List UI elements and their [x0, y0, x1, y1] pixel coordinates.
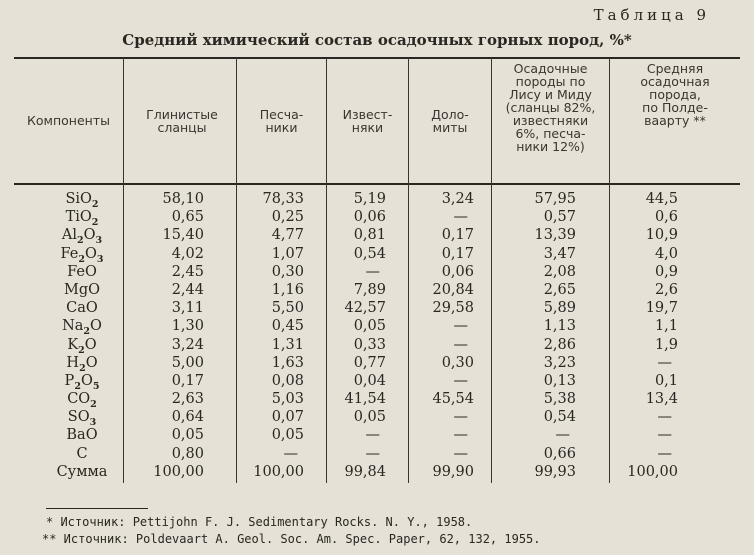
value-cell: 5,03	[271, 391, 304, 408]
value-cell: 100,00	[627, 463, 678, 480]
value-cell: 3,11	[171, 300, 204, 317]
value-cell: 99,93	[534, 463, 576, 480]
value-cell: 100,00	[153, 463, 204, 480]
value-cell: —	[365, 427, 380, 444]
value-cell: 78,33	[262, 191, 304, 207]
formula-part: K	[67, 336, 79, 353]
header-limestone: Извест- няки	[342, 106, 393, 135]
formula-part: Al	[61, 227, 77, 244]
value-cell: —	[453, 336, 468, 353]
header-shale: Глинистые сланцы	[146, 106, 218, 135]
formula-subscript: 2	[78, 253, 85, 265]
value-cell: 5,38	[543, 391, 576, 408]
table-number-label: Таблица 9	[593, 6, 710, 24]
value-cell: 0,05	[353, 318, 386, 335]
value-cell: 0,54	[543, 409, 576, 426]
value-cell: 0,05	[171, 427, 204, 444]
column-dolomite	[412, 190, 474, 481]
formula-subscript: 2	[91, 217, 99, 229]
value-cell: —	[453, 318, 468, 335]
formula-subscript: 3	[95, 235, 103, 247]
value-cell: 41,54	[344, 391, 386, 408]
formula-part: O	[84, 336, 97, 353]
formula-part: Fe	[60, 245, 79, 262]
formula-subscript: 2	[79, 362, 86, 374]
value-cell: 0,9	[654, 263, 678, 280]
footnote-1: * Источник: Pettijohn F. J. Sedimentary Rocks. N. Y., 1958.	[46, 515, 473, 529]
value-cell: 0,81	[353, 227, 386, 244]
value-cell: 2,6	[654, 281, 678, 298]
formula-part: O	[80, 372, 93, 389]
component-name	[52, 372, 112, 390]
column-poldervaart	[612, 190, 678, 481]
value-cell: —	[555, 427, 570, 444]
value-cell: 4,0	[654, 245, 678, 262]
value-cell: 57,95	[534, 191, 576, 207]
formula-part: Сумма	[56, 463, 108, 480]
footnote-rule	[46, 508, 148, 509]
value-cell: 45,54	[432, 391, 474, 408]
value-cell: 1,16	[271, 281, 304, 298]
value-cell: 0,13	[543, 372, 576, 389]
formula-part: O	[90, 318, 102, 335]
value-cell: 2,63	[171, 391, 204, 408]
component-name	[52, 336, 112, 354]
formula-subscript: 2	[83, 326, 91, 338]
component-name	[52, 317, 112, 338]
value-cell: 42,57	[344, 300, 386, 317]
value-cell: 4,02	[171, 245, 204, 262]
value-cell: 0,07	[271, 409, 304, 426]
value-cell: 19,7	[645, 300, 678, 317]
value-cell: 0,17	[171, 372, 204, 389]
formula-part: Si	[65, 191, 81, 207]
formula-subscript: 2	[74, 380, 81, 392]
component-name	[52, 226, 112, 247]
value-cell: 0,54	[353, 245, 386, 262]
value-cell: —	[453, 409, 468, 426]
value-cell: 5,50	[271, 300, 304, 317]
formula-part: SO	[67, 409, 90, 426]
formula-subscript: 2	[76, 235, 84, 247]
formula-part: FeO	[67, 263, 97, 280]
value-cell: 0,1	[654, 372, 678, 389]
value-cell: 1,13	[543, 318, 576, 335]
formula-part: H	[66, 354, 80, 371]
component-name	[52, 281, 112, 299]
value-cell: —	[657, 409, 672, 426]
value-cell: 100,00	[253, 463, 304, 480]
formula-subscript: 2	[91, 198, 99, 210]
value-cell: 13,4	[645, 391, 678, 408]
value-cell: 0,05	[353, 409, 386, 426]
component-name	[52, 390, 112, 408]
formula-part: CaO	[66, 300, 98, 317]
formula-part: O	[85, 354, 98, 371]
value-cell: —	[283, 445, 298, 462]
header-sandstone: Песча- ники	[259, 106, 304, 135]
column-shale	[140, 190, 204, 481]
value-cell: 10,9	[645, 227, 678, 244]
value-cell: —	[365, 445, 380, 462]
value-cell: 0,30	[441, 354, 474, 371]
value-cell: 0,17	[441, 227, 474, 244]
component-name	[52, 445, 112, 463]
formula-part: MgO	[63, 281, 101, 298]
component-name	[52, 463, 112, 481]
value-cell: 0,77	[353, 354, 386, 371]
component-name	[52, 299, 112, 317]
value-cell: 0,06	[441, 263, 474, 280]
column-sandstone	[240, 190, 304, 481]
value-cell: 3,23	[543, 354, 576, 371]
value-cell: 1,30	[171, 318, 204, 335]
column-limestone	[330, 190, 386, 481]
component-name	[52, 408, 112, 429]
formula-part: O	[80, 191, 92, 207]
formula-part: O	[83, 227, 96, 244]
value-cell: —	[365, 263, 380, 280]
value-cell: 99,90	[432, 463, 474, 480]
value-cell: 5,19	[353, 191, 386, 207]
value-cell: 0,33	[353, 336, 386, 353]
value-cell: 2,65	[543, 281, 576, 298]
value-cell: 0,30	[271, 263, 304, 280]
value-cell: 13,39	[534, 227, 576, 244]
header-dolomite: Доло- миты	[431, 106, 469, 135]
value-cell: 0,66	[543, 445, 576, 462]
component-name	[52, 208, 112, 229]
value-cell: 1,63	[271, 354, 304, 371]
formula-subscript: 5	[92, 380, 100, 392]
formula-subscript: 2	[78, 344, 85, 356]
formula-part: O	[84, 245, 97, 262]
formula-part: Ti	[65, 209, 80, 226]
value-cell: 3,47	[543, 245, 576, 262]
component-name	[52, 354, 112, 372]
value-cell: 3,24	[171, 336, 204, 353]
value-cell: —	[453, 209, 468, 226]
header-poldervaart: Средняя осадочная порода, по Полде- ваарту **	[640, 61, 710, 128]
value-cell: —	[657, 354, 672, 371]
components-column	[52, 190, 112, 481]
value-cell: —	[453, 372, 468, 389]
value-cell: 7,89	[353, 281, 386, 298]
value-cell: 5,00	[171, 354, 204, 371]
header-leith-mead: Осадочные породы по Лису и Миду (сланцы 82%, известняки 6%, песча- ники 12%)	[505, 61, 596, 154]
component-name	[52, 263, 112, 281]
component-name	[52, 426, 112, 444]
formula-part: Na	[62, 318, 84, 335]
value-cell: 0,05	[271, 427, 304, 444]
value-cell: 58,10	[162, 191, 204, 207]
value-cell: 0,08	[271, 372, 304, 389]
formula-part: O	[79, 209, 92, 226]
value-cell: 0,45	[271, 318, 304, 335]
value-cell: 0,80	[171, 445, 204, 462]
table-title: Средний химический состав осадочных горных пород, %*	[122, 31, 632, 49]
formula-subscript: 2	[90, 398, 97, 410]
value-cell: 3,24	[441, 191, 474, 207]
value-cell: 99,84	[344, 463, 386, 480]
value-cell: —	[657, 427, 672, 444]
component-name	[52, 190, 112, 208]
value-cell: 0,25	[271, 209, 304, 226]
value-cell: 4,77	[271, 227, 304, 244]
value-cell: 2,45	[171, 263, 204, 280]
column-leith-mead	[510, 190, 576, 481]
formula-subscript: 3	[96, 253, 104, 265]
column-divider	[123, 58, 124, 483]
value-cell: 1,1	[654, 318, 678, 335]
value-cell: —	[453, 427, 468, 444]
header-components: Компоненты	[27, 113, 110, 128]
component-name	[52, 245, 112, 263]
footnote-2: ** Источник: Poldevaart A. Geol. Soc. Am. Spec. Paper, 62, 132, 1955.	[42, 532, 541, 546]
value-cell: 5,89	[543, 300, 576, 317]
formula-part: CO	[67, 391, 91, 408]
value-cell: 0,64	[171, 409, 204, 426]
value-cell: 20,84	[432, 281, 474, 298]
value-cell: 29,58	[432, 300, 474, 317]
formula-part: C	[76, 445, 88, 462]
value-cell: 2,08	[543, 263, 576, 280]
value-cell: 0,6	[654, 209, 678, 226]
formula-part: P	[64, 372, 75, 389]
value-cell: 0,04	[353, 372, 386, 389]
value-cell: 0,17	[441, 245, 474, 262]
formula-part: BaO	[66, 427, 98, 444]
value-cell: —	[453, 445, 468, 462]
value-cell: 0,06	[353, 209, 386, 226]
value-cell: 0,65	[171, 209, 204, 226]
value-cell: 1,9	[654, 336, 678, 353]
value-cell: 2,86	[543, 336, 576, 353]
value-cell: 1,07	[271, 245, 304, 262]
value-cell: 2,44	[171, 281, 204, 298]
value-cell: —	[657, 445, 672, 462]
value-cell: 0,57	[543, 209, 576, 226]
value-cell: 15,40	[162, 227, 204, 244]
formula-subscript: 3	[89, 417, 97, 429]
value-cell: 44,5	[645, 191, 678, 207]
value-cell: 1,31	[271, 336, 304, 353]
